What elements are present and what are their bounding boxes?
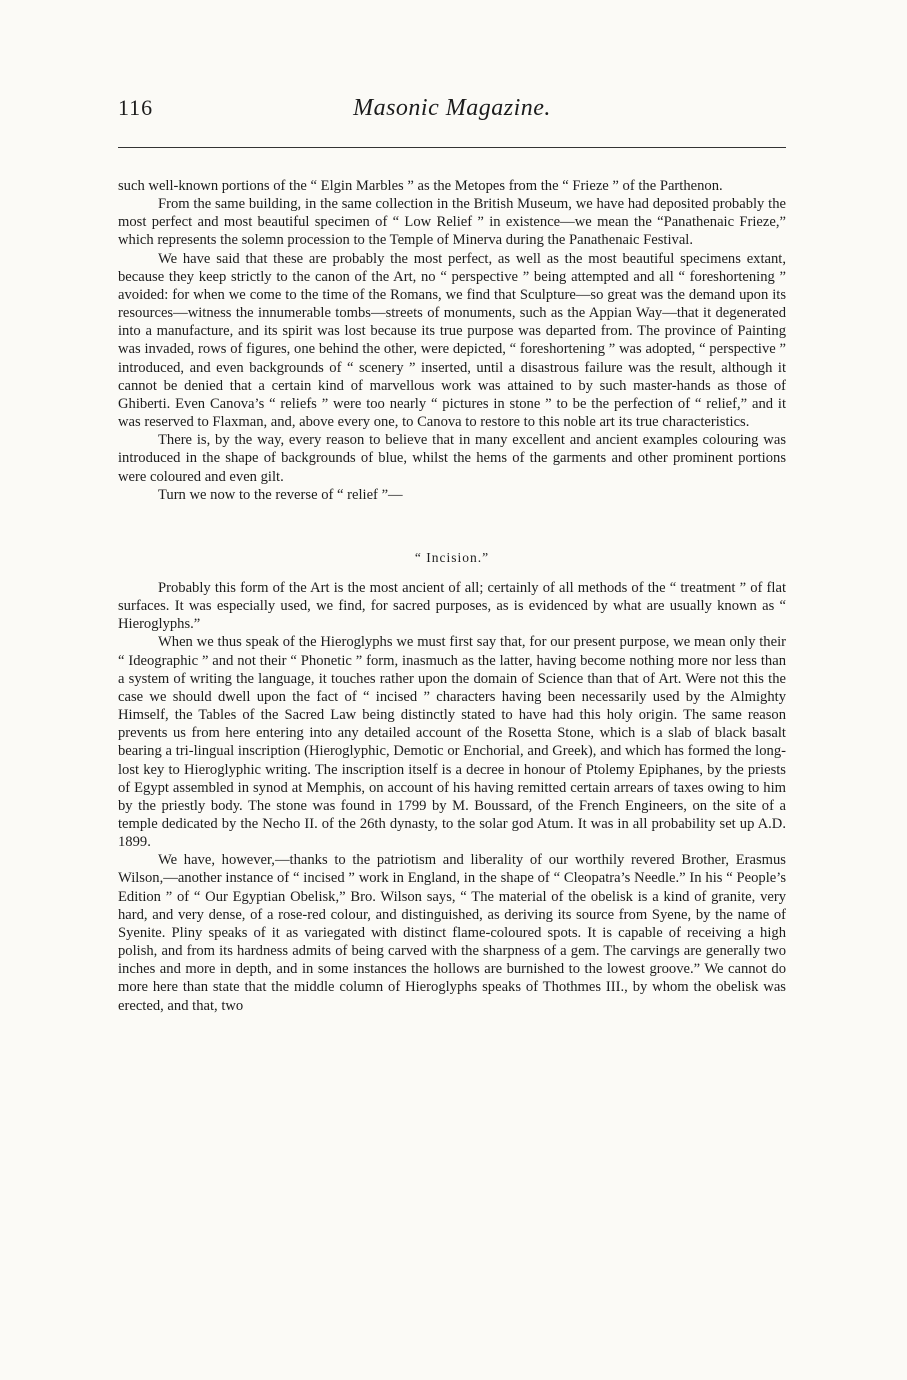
paragraph: Turn we now to the reverse of “ relief ”— [158, 486, 403, 503]
paragraph: When we thus speak of the Hieroglyphs we must first say that, for our present purpose, we mean only their “ Ideographic ” and not their “ Phonetic ” form, inasmuch as the latter, having become nothing more nor less than a system of writing the language, it touches rather upon the domain of Science than that of Art. Were not this the case we should dwell upon the fact of “ incised ” characters having been necessarily used by the Almighty Himself, the Tables of the Sacred Law being distinctly stated to have had this holy origin. The same reason prevents us from here entering into any detailed account of the Rosetta Stone, which is a slab of black basalt bearing a tri-lingual inscription (Hieroglyphic, Demotic or Enchorial, and Greek), and which has formed the long-lost key to Hieroglyphic writing. The inscription itself is a decree in honour of Ptolemy Epiphanes, by the priests of Egypt assembled in synod at Memphis, on account of his having remitted certain arrears of taxes owing to him by the priestly body. The stone was found in 1799 by M. Boussard, of the French Engineers, on the site of a temple dedicated by the Necho II. of the 26th dynasty, to the solar god Atum. It was in all probability set up A.D. 1899. [118, 634, 786, 851]
page-header [118, 95, 786, 135]
section-heading: “ Incision.” [414, 549, 490, 565]
article-body [118, 177, 786, 1015]
page-number: 116 [118, 95, 154, 120]
paragraph: such well-known portions of the “ Elgin Marbles ” as the Metopes from the “ Frieze ” of the Parthenon. [118, 178, 723, 194]
paragraph: There is, by the way, every reason to believe that in many excellent and ancient examples colouring was introduced in the shape of backgrounds of blue, whilst the hems of the garments and other prominent portions were coloured and even gilt. [118, 432, 786, 485]
header-rule [118, 147, 786, 148]
paragraph: From the same building, in the same collection in the British Museum, we have had deposited probably the most perfect and most beautiful specimen of “ Low Relief ” in existence—we mean the “Panathenaic Frieze,” which represents the solemn procession to the Temple of Minerva during the Panathenaic Festival. [118, 196, 786, 249]
paragraph: We have said that these are probably the most perfect, as well as the most beautiful specimens extant, because they keep strictly to the canon of the Art, no “ perspective ” being attempted and all “ foreshortening ” avoided: for when we come to the time of the Romans, we find that Sculpture—so great was the demand upon its resources—witness the innumerable tombs—streets of monuments, such as the Appian Way—that it degenerated into a manufacture, and its spirit was lost because its true purpose was departed from. The province of Painting was invaded, rows of figures, one behind the other, were depicted, “ foreshortening ” was adopted, “ perspective ” introduced, and even backgrounds of “ scenery ” inserted, until a disastrous failure was the result, although it cannot be denied that a certain kind of marvellous work was attained to by such master-hands as those of Ghiberti. Even Canova’s “ reliefs ” were too nearly “ pictures in stone ” to be the perfection of “ relief,” and it was reserved to Flaxman, and, above every one, to Canova to restore to this noble art its true characteristics. [118, 250, 786, 431]
paragraph: Probably this form of the Art is the most ancient of all; certainly of all methods of the “ treatment ” of flat surfaces. It was especially used, we find, for sacred purposes, as is evidenced by what are usually known as “ Hieroglyphs.” [118, 579, 786, 633]
running-title: Masonic Magazine. [353, 95, 551, 121]
paragraph: We have, however,—thanks to the patriotism and liberality of our worthily revered Brother, Erasmus Wilson,—another instance of “ incised ” work in England, in the shape of “ Cleopatra’s Needle.” In his “ People’s Edition ” of “ Our Egyptian Obelisk,” Bro. Wilson says, “ The material of the obelisk is a kind of granite, very hard, and very dense, of a rose-red colour, and distinguished, as deriving its source from Syene, by the name of Syenite. Pliny speaks of it as variegated with distinct flame-coloured spots. It is capable of receiving a high polish, and from its hardness admits of being carved with the sharpness of a gem. The carvings are generally two inches and more in depth, and in some instances the hollows are burnished to the lowest groove.” We cannot do more here than state that the middle column of Hieroglyphs speaks of Thothmes III., by whom the obelisk was erected, and that, two [118, 852, 786, 1014]
